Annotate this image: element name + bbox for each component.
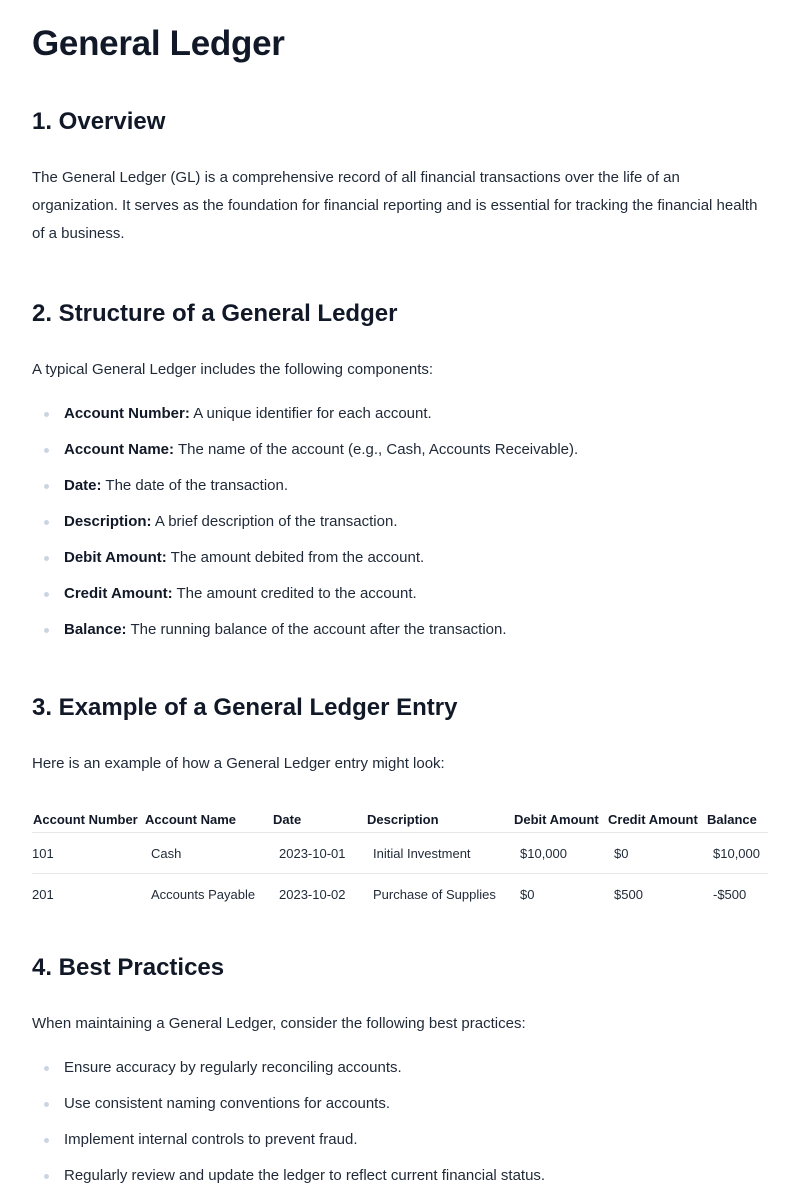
table-cell: $500 [614,886,643,902]
example-intro: Here is an example of how a General Ledger entry might look: [32,755,445,772]
list-item-text: Use consistent naming conventions for accounts. [64,1095,391,1112]
best-practices-list [32,1058,768,1186]
table-cell: $0 [520,886,535,902]
best-practices-section [32,952,768,1186]
structure-intro: A typical General Ledger includes the following components: [32,361,434,378]
overview-text: The General Ledger (GL) is a comprehensive record of all financial transactions over the life of an organization. It serves as the foundation for financial reporting and is essential for tracking the financial health of a business. [32,169,758,242]
table-cell: 2023-10-02 [279,886,346,902]
table-row [32,833,768,874]
column-header: Description [366,806,513,833]
list-item-term: Debit Amount: [64,549,167,566]
list-item-text: Implement internal controls to prevent fraud. [64,1131,358,1148]
list-item-term: Account Number: [64,405,190,422]
overview-heading: 1. Overview [32,108,166,135]
example-heading: 3. Example of a General Ledger Entry [32,694,458,721]
list-item-desc: The running balance of the account after the transaction. [130,621,507,638]
list-item [32,1094,768,1114]
list-item [32,1058,768,1078]
table-row [32,874,768,915]
bullet-icon [44,448,49,453]
bullet-icon [44,520,49,525]
column-header: Date [272,806,366,833]
bullet-icon [44,1102,49,1107]
best-practices-intro: When maintaining a General Ledger, consider the following best practices: [32,1015,526,1032]
bullet-icon [44,1138,49,1143]
list-item [32,404,768,424]
list-item-term: Account Name: [64,441,175,458]
list-item [32,548,768,568]
list-item [32,476,768,496]
list-item-term: Date: [64,477,102,494]
list-item [32,1130,768,1150]
bullet-icon [44,484,49,489]
column-header: Debit Amount [513,806,607,833]
column-header: Balance [706,806,768,833]
list-item-term: Description: [64,513,152,530]
structure-section [32,298,768,640]
column-header: Account Number [32,806,144,833]
list-item [32,1166,768,1186]
table-cell: $0 [607,833,706,874]
bullet-icon [44,1174,49,1179]
list-item [32,620,768,640]
example-section [32,692,768,914]
bullet-icon [44,628,49,633]
table-cell: 101 [32,833,144,874]
page-title: General Ledger [32,24,285,63]
bullet-icon [44,1066,49,1071]
list-item [32,512,768,532]
list-item-desc: The name of the account (e.g., Cash, Accounts Receivable). [177,441,579,458]
list-item-desc: A unique identifier for each account. [193,405,432,422]
list-item-text: Ensure accuracy by regularly reconciling accounts. [64,1059,402,1076]
table-cell: 201 [32,886,54,902]
overview-section [32,106,768,248]
list-item-term: Balance: [64,621,127,638]
table-cell: Cash [144,833,272,874]
table-cell: $10,000 [513,833,607,874]
table-cell: $10,000 [706,833,768,874]
structure-heading: 2. Structure of a General Ledger [32,300,398,327]
table-cell: 2023-10-01 [272,833,366,874]
ledger-table [32,806,768,914]
list-item-desc: A brief description of the transaction. [154,513,398,530]
list-item-desc: The amount credited to the account. [176,585,417,602]
list-item-desc: The date of the transaction. [105,477,289,494]
list-item-text: Regularly review and update the ledger to reflect current financial status. [64,1167,546,1184]
table-cell: Accounts Payable [151,886,256,902]
table-cell: Initial Investment [366,833,513,874]
bullet-icon [44,556,49,561]
table-cell: Purchase of Supplies [373,886,496,902]
column-header: Account Name [144,806,272,833]
structure-list [32,404,768,640]
bullet-icon [44,592,49,597]
list-item [32,584,768,604]
bullet-icon [44,412,49,417]
column-header: Credit Amount [607,806,706,833]
list-item [32,440,768,460]
list-item-desc: The amount debited from the account. [170,549,425,566]
list-item-term: Credit Amount: [64,585,173,602]
table-cell: -$500 [713,886,747,902]
table-header-row [32,806,768,833]
best-practices-heading: 4. Best Practices [32,954,225,981]
